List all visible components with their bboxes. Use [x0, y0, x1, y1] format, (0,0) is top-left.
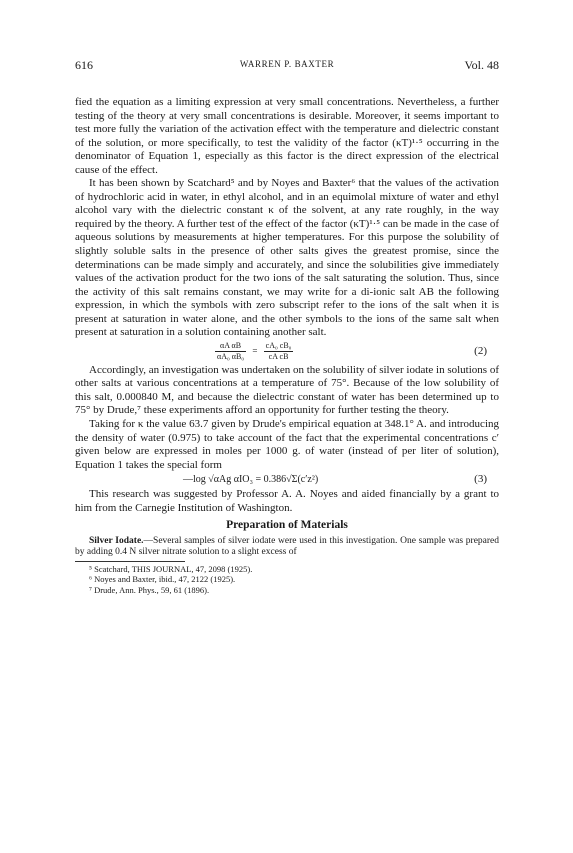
eq2-lhs-numerator: αA αB — [215, 341, 246, 352]
footnote: ⁵ Scatchard, THIS JOURNAL, 47, 2098 (1925). — [89, 563, 253, 574]
running-head-author: WARREN P. BAXTER — [239, 59, 335, 69]
paragraph: This research was suggested by Professor A. A. Noyes and aided financially by a grant to him from the Carnegie Institution of Washington. — [75, 488, 499, 514]
volume-label: Vol. 48 — [464, 58, 499, 72]
journal-page — [75, 58, 499, 596]
section-heading: Preparation of Materials — [226, 519, 348, 532]
eq2-equals: = — [252, 345, 258, 356]
paragraph: fied the equation as a limiting expression at very small concentrations. Nevertheless, a further testing of the theory at very small concentrations is desirable. Moreover, it seems important to test more fully the variation of the activation effect with the temperature and dielectric constant of the solution, or more specifically, to test the validity of the factor (κT)¹·⁵ occurring in the denominator of Equation 1, especially as this factor is the direct expression of the electrical cause of the effect. — [75, 96, 499, 176]
paragraph: Accordingly, an investigation was undertaken on the solubility of silver iodate in solutions of other salts at various concentrations at a temperature of 75°. Because of the low solubility of this salt, 0.000840 M, and because the dielectric constant of water has been determined up to 75° by Drude,⁷ these experiments afford an opportunity for further testing the theory. — [75, 363, 499, 417]
equation-2 — [75, 340, 499, 364]
body-text — [75, 96, 499, 596]
paragraph: Taking for κ the value 63.7 given by Drude's empirical equation at 348.1° A. and introducing the density of water (0.975) to take account of the fact that the experimental concentrations c′ given below are expressed in moles per 1000 g. of water (instead of per liter of solution), Equation 1 takes the special form — [75, 418, 499, 471]
paragraph: It has been shown by Scatchard⁵ and by Noyes and Baxter⁶ that the values of the activation of hydrochloric acid in water, in ethyl alcohol, and in an equimolal mixture of water and ethyl alcohol vary with the dielectric constant κ of the solvent, at any rate roughly, in the way required by the theory. A further test of the effect of the factor (κT)¹·⁵ can be made in the case of aqueous solutions by measurements at higher temperatures. For this purpose the solubility of slightly soluble salts in the presence of other salts gives the greatest promise, since the determinations can be made simply and accurately, and since the solubilities give immediately values of the activation product for the two ions of the salt saturating the solution. Thus, since the activity of this salt remains constant, we may write for a di-ionic salt AB the following expression, in which the symbols with zero subscript refer to the ions of the salt when it is present at saturation in water alone, and the other symbols to the ions of the same salt when present at saturation in a solution containing another salt. — [75, 177, 499, 339]
eq2-lhs-denominator: αA₀ αB₀ — [217, 351, 245, 361]
subsection-title: Silver Iodate. — [89, 535, 144, 546]
footnotes — [89, 564, 499, 596]
footnote-divider — [75, 561, 185, 562]
eq2-rhs-numerator: cA₀ cB₀ — [265, 340, 292, 350]
equation-number: (2) — [474, 344, 487, 357]
equation-3 — [75, 472, 499, 488]
footnote: ⁶ Noyes and Baxter, ibid., 47, 2122 (1925). — [89, 574, 236, 585]
page-number: 616 — [75, 58, 93, 72]
running-header — [75, 58, 499, 78]
footnote: ⁷ Drude, Ann. Phys., 59, 61 (1896). — [89, 585, 210, 596]
subsection-text — [75, 536, 499, 559]
eq3-expression: —log √αAg αIO₃ = 0.386√Σ(c′z²) — [183, 474, 319, 486]
equation-number: (3) — [474, 473, 487, 486]
eq2-rhs-denominator: cA cB — [268, 351, 289, 361]
subsection-body: —Several samples of silver iodate were used in this investigation. One sample was prepared by adding 0.4 N silver nitrate solution to a slight excess of — [75, 535, 500, 558]
